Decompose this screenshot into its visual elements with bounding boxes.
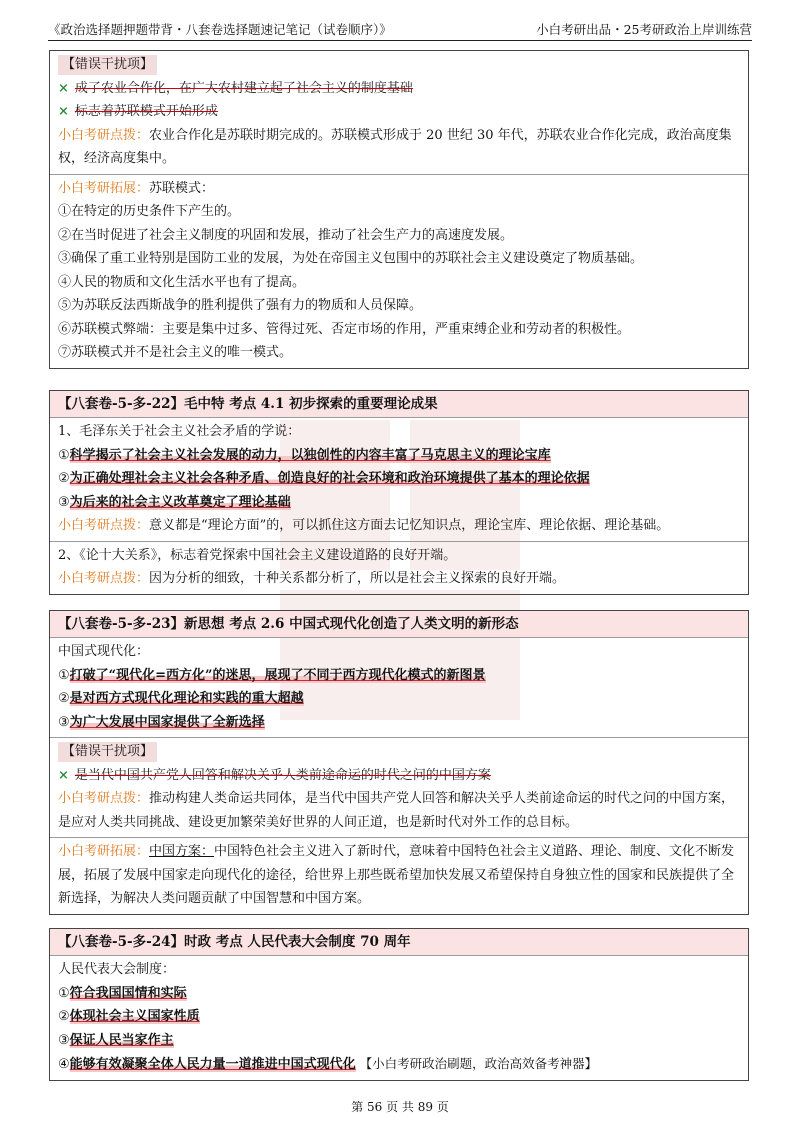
page-header (48, 14, 752, 41)
question-block-23 (49, 610, 749, 915)
answer-section (50, 638, 748, 738)
answer-item: ①打破了“现代化=西方化”的迷思，展现了不同于西方现代化模式的新图景 (58, 667, 486, 683)
cross-icon: × (58, 767, 69, 783)
promo-text: 【小白考研政治刷题，政治高效备考神器】 (359, 1056, 598, 1071)
answer-item: ②是对西方式现代化理论和实践的重大超越 (58, 691, 304, 706)
extension-section (50, 175, 748, 368)
answer-item: ①科学揭示了社会主义社会发展的动力，以独创性的内容丰富了马克思主义的理论宝库 (58, 447, 551, 463)
list-item: ⑥苏联模式弊端：主要是集中过多、管得过死、否定市场的作用，严重束缚企业和劳动者的积极性。 (58, 321, 631, 337)
wrong-option: × 成了农业合作化，在广大农村建立起了社会主义的制度基础 (58, 80, 413, 96)
answer-item: ①符合我国国情和实际 (58, 985, 187, 1001)
question-stem: 2、《论十大关系》，标志着党探索中国社会主义建设道路的良好开端。 (58, 547, 457, 563)
wrong-options-section (50, 738, 748, 838)
list-item: ⑤为苏联反法西斯战争的胜利提供了强有力的物质和人员保障。 (58, 298, 423, 313)
answer-item: ②为正确处理社会主义社会各种矛盾、创造良好的社会环境和政治环境提供了基本的理论依据 (58, 471, 590, 486)
extension-label: 小白考研拓展： (58, 180, 150, 196)
question-stem: 1、毛泽东关于社会主义社会矛盾的学说： (58, 424, 301, 439)
wrong-options-tag: 【错误干扰项】 (58, 55, 157, 75)
question-stem: 中国式现代化： (58, 644, 150, 659)
header-left-title: 《政治选择题押题带背・八套卷选择题速记笔记（试卷顺序）》 (48, 22, 392, 37)
cross-icon: × (58, 104, 69, 119)
list-item: ②在当时促进了社会主义制度的巩固和发展，推动了社会生产力的高速度发展。 (58, 227, 514, 243)
answer-section (50, 956, 748, 1080)
list-item: ③确保了重工业特别是国防工业的发展，为处在帝国主义包围中的苏联社会主义建设奠定了物质基础。 (58, 251, 644, 266)
header-right-brand: 小白考研出品・25考研政治上岸训练营 (536, 22, 752, 37)
extension-title: 苏联模式： (149, 180, 215, 196)
block-continuation (49, 50, 749, 369)
list-item: ④人民的物质和文化生活水平也有了提高。 (58, 274, 306, 290)
wrong-options-section (50, 51, 748, 175)
question-title: 【八套卷-5-多-24】时政 考点 人民代表大会制度 70 周年 (50, 929, 748, 956)
tip-label: 小白考研点拨： (58, 127, 150, 143)
question-stem: 人民代表大会制度： (58, 962, 176, 977)
extension-paragraph: 小白考研拓展：中国方案：中国特色社会主义进入了新时代，意味着中国特色社会主义道路、理论、制度、文化不断发展，拓展了发展中国家走向现代化的途径，给世界上那些既希望加快发展又希望保持自身独立性的国家和民族提供了全新选择，为解决人类问题贡献了中国智慧和中国方案。 (58, 844, 735, 906)
wrong-option: × 标志着苏联模式开始形成 (58, 104, 218, 119)
list-item: ①在特定的历史条件下产生的。 (58, 204, 241, 219)
question-title: 【八套卷-5-多-23】新思想 考点 2.6 中国式现代化创造了人类文明的新形态 (50, 611, 748, 638)
answer-item: ③保证人民当家作主 (58, 1032, 174, 1048)
tip-paragraph: 小白考研点拨：推动构建人类命运共同体，是当代中国共产党人回答和解决关乎人类前途命运的时代之问的中国方案，是应对人类共同挑战、建设更加繁荣美好世界的人间正道，也是新时代对外工作的总目标。 (58, 791, 735, 830)
list-item: ⑦苏联模式并不是社会主义的唯一模式。 (58, 345, 293, 360)
question-title: 【八套卷-5-多-22】毛中特 考点 4.1 初步探索的重要理论成果 (50, 391, 748, 418)
extension-term: 中国方案： (149, 844, 215, 859)
question-block-22 (49, 390, 749, 595)
cross-icon: × (58, 80, 69, 96)
tip-paragraph: 小白考研点拨：因为分析的细致，十种关系都分析了，所以是社会主义探索的良好开端。 (58, 571, 566, 586)
wrong-option: × 是当代中国共产党人回答和解决关乎人类前途命运的时代之问的中国方案 (58, 767, 491, 783)
answer-item: ③为后来的社会主义改革奠定了理论基础 (58, 494, 291, 510)
extension-section (50, 838, 748, 914)
tip-paragraph: 小白考研点拨：意义都是“理论方面”的，可以抓住这方面去记忆知识点，理论宝库、理论依据、理论基础。 (58, 518, 670, 533)
answer-section (50, 418, 748, 542)
answer-item: ④能够有效凝聚全体人民力量一道推进中国式现代化 【小白考研政治刷题，政治高效备考神器】 (58, 1056, 598, 1072)
answer-item: ③为广大发展中国家提供了全新选择 (58, 714, 265, 730)
page-number: 第 56 页 共 89 页 (351, 1100, 449, 1114)
question-block-24 (49, 928, 749, 1081)
answer-item: ②体现社会主义国家性质 (58, 1009, 200, 1024)
tip-paragraph: 小白考研点拨：农业合作化是苏联时期完成的。苏联模式形成于 20 世纪 30 年代，苏联农业合作化完成，政治高度集权，经济高度集中。 (58, 127, 732, 166)
answer-section-2 (50, 542, 748, 594)
wrong-options-tag: 【错误干扰项】 (58, 742, 157, 762)
